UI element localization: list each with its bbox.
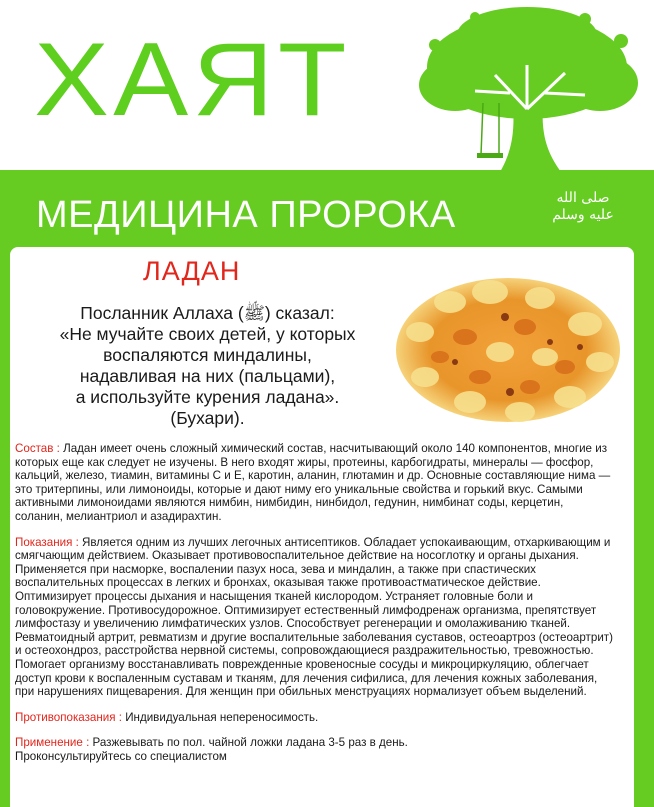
contraindications-label: Противопоказания : [15,710,122,724]
quote-line: Посланник Аллаха (ﷺ) сказал: [80,303,335,323]
composition-label: Состав : [15,442,60,455]
composition-text: Ладан имеет очень сложный химический состав, насчитывающий около 140 компонентов, многие из которых еще как следует не изучены. В него входят жиры, протеины, карбогидраты, минералы — фосфор, кальций, железо, тиамин, витамины С и Е, каротин, аланин, глютамин и др. Основные составляющие нима — это тритерпины, или лимоноиды, которые и дают ниму его уникальные свойства и горький вкус. Самыми активными лимоноидами являются нимбин, нимбидин, нинбидол, гедунин, нимбинат соды, керцетин, соланин, мелиантриол и азадирахтин. [15,442,611,523]
tree-logo-icon [415,5,640,195]
contraindications-section [15,711,613,725]
brand-title: ХАЯТ [34,22,351,138]
quote-line: воспаляются миндалины, [103,345,312,365]
indications-section [15,536,613,699]
usage-label: Применение : [15,736,90,750]
quote-line: надавливая на них (пальцами), [79,366,336,386]
indications-label: Показания : [15,535,79,549]
right-frame [634,170,654,807]
composition-section [15,442,613,524]
description-sections [15,442,613,775]
banner-title: МЕДИЦИНА ПРОРОКА [36,194,456,236]
quote-line: а используйте курения ладана». [75,387,340,407]
usage-section [15,736,613,763]
frankincense-image [380,262,635,432]
hadith-quote [35,303,380,429]
section-title: ЛАДАН [143,256,241,286]
left-frame [0,170,10,807]
contraindications-text: Индивидуальная непереносимость. [121,710,319,724]
quote-line: «Не мучайте своих детей, у которых [59,324,356,344]
usage-text: Разжевывать по пол. чайной ложки ладана 3-5 раз в день. [89,736,408,750]
arabic-blessing: صلى الله عليه وسلم [552,190,614,223]
indications-text: Является одним из лучших легочных антисептиков. Обладает успокаивающим, отхаркивающим и смягчающим действием. Оказывает противовоспалительное действие на носоглотку и органы дыхания. Применяется при насморке, воспалении пазух носа, зева и миндалин, а также при спастических воспалительных процессах в легких и бронхах, оказывая также противоастматическое действие. Оптимизирует процессы дыхания и насыщения тканей кислородом. Устраняет головные боли и головокружение. Противосудорожное. Оптимизирует естественный лимфодренаж организма, препятствует лимфостазу и увеличению лимфатических узлов. Способствует регенерации и омолаживанию тканей. Ревматоидный артрит, ревматизм и другие воспалительные заболевания суставов, остеоартроз (остеоартрит) и остеохондроз, расстройства нервной системы, сопровождающиеся раздражительностью, тревожностью. Помогает организму восстанавливать поврежденные кровеносные сосуды и микроциркуляцию, облегчает доступ крови к воспаленным суставам и тканям, для лечения сифилиса, для лечения кожных заболевания, при нарушениях пищеварения. Для женщин при обильных менструациях нормализует объем выделений. [15,535,613,699]
usage-note: Проконсультируйтесь со специалистом [15,749,227,763]
quote-source: (Бухари). [170,408,245,428]
